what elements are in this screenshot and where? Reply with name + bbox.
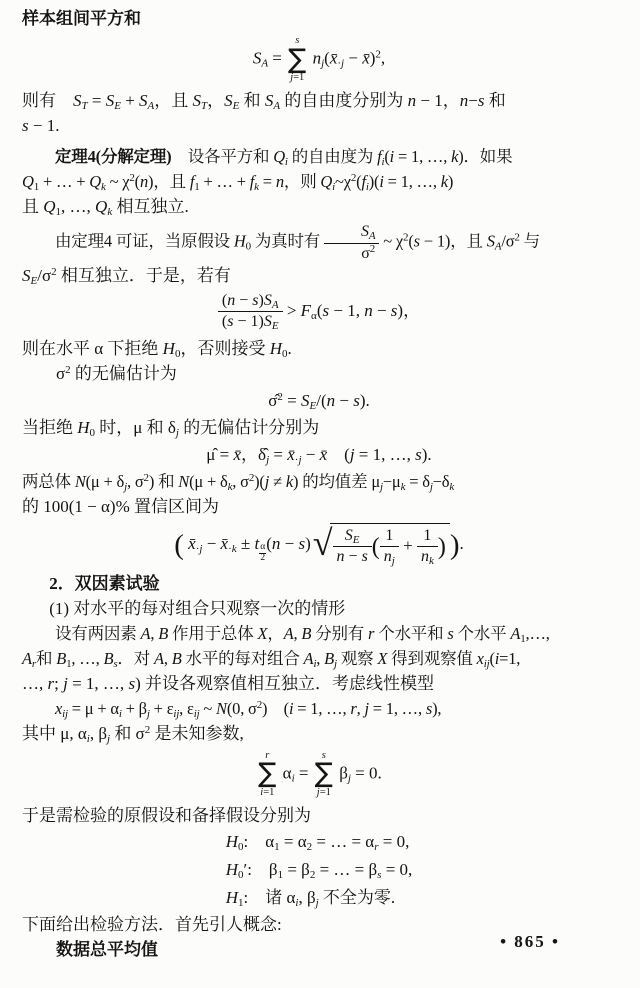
para-two-populations-line1: 两总体 $N(\mu + \delta_j$, $\sigma^2$) 和 $N(\mu + \delta_k$, $\sigma^2)(j \ne k)$ 的均值差 $\mu_j-\mu_k = \delta_j-\delta_k$ (22, 471, 455, 493)
para-hypotheses-intro: 于是需检验的原假设和备择假设分别为 (22, 805, 311, 825)
para-two-populations-line2: 的 100(1 − α)% 置信区间为 (22, 496, 219, 516)
formula-confidence-interval: ( $x̄_{\cdot j}$ − $x̄_{\cdot k} \pm t$ $_{\frac{\alpha}{2}}$ (n − s)√ $\frac{S_E}{n - s}$ ( $\frac{1}{n_j}$ + $\frac{1}{n_k}$ ) ). (174, 523, 464, 568)
para-decomposition-df-line1: 则有 $S_T = S_E + S_A$，且 $S_T$，$S_E$ 和 $S_A$ 的自由度分别为 n − 1，n−s 和 (22, 91, 506, 113)
heading-single-observation-case: (1) 对水平的每对组合只观察一次的情形 (49, 598, 346, 618)
para-setup-line1: 设有两因素 A, B 作用于总体 X，A, B 分别有 r 个水平和 s 个水平 $A_1,\dots$, (55, 623, 550, 645)
para-theorem4-line1: 定理4(分解定理) 设各平方和 $Q_i$ 的自由度为 $f_i(i = 1$, …, k)．如果 (55, 147, 513, 169)
para-unknown-parameters: 其中 μ, $\alpha_i$, $\beta_j$ 和 $\sigma^2$ 是未知参数, (22, 723, 244, 745)
formula-mu-delta-estimates: μ̂ = x̄，$\deltâ_j$ = $x̄_{\cdot j}$ − x̄ (j = 1, …, s). (206, 444, 432, 466)
para-theorem4-line3: 且 $Q_1$, …, $Q_k$ 相互独立. (22, 197, 189, 219)
formula-sa-between-group: $S_A$ = s ∑ j=1 $n_j(x̄_{\cdot j}$ − x̄)$^2$, (252, 35, 386, 84)
formula-h1: $H_1$: 诸 $\alpha_i$, $\beta_j$ 不全为零. (225, 887, 396, 909)
heading-between-group-sum-of-squares: 样本组间平方和 (22, 9, 141, 28)
para-setup-line3: …, r; j = 1, …, s) 并设各观察值相互独立．考虑线性模型 (22, 673, 434, 693)
hypotheses-block (22, 828, 616, 912)
heading-two-factor-experiment: 2．双因素试验 (49, 573, 160, 593)
formula-sigma-hat: σ̂$^2$ = $S_E/(n - s)$. (268, 390, 370, 412)
para-reject-rule: 则在水平 α 下拒绝 $H_0$，否则接受 $H_0$. (22, 338, 292, 360)
formula-sum-constraints: r ∑ i=1 $\alpha_i$ = s ∑ j=1 $\beta_j = 0$. (258, 749, 382, 798)
para-setup-line2: $A_r$和 $B_1$, …, $B_s$．对 A, B 水平的每对组合 $A_i$, $B_j$ 观察 X 得到观察值 $x_{ij}(i=1$, (22, 648, 521, 670)
formula-h0: $H_0$: $\alpha_1 = \alpha_2$ = … = $\alpha_r = 0$, (225, 831, 410, 853)
para-by-theorem4-line2: $S_E/\sigma^2$ 相互独立．于是，若有 (22, 266, 231, 288)
para-sigma-unbiased: $\sigma^2$ 的无偏估计为 (56, 363, 177, 383)
para-theorem4-line2: $Q_1$ + … + $Q_k$ ~ $\chi^2(n)$，且 $f_1$ + … + $f_k = n$，则 $Q_i\sim\chi^2(f_i)(i = 1$, …, k) (22, 172, 454, 194)
para-by-theorem4-line1: 由定理4 可证，当原假设 $H_0$ 为真时有 $\frac{S_A}{\sigma^2}$ ~ $\chi^2(s - 1)$，且 $S_A/\sigma^2$ 与 (55, 223, 540, 262)
para-when-reject: 当拒绝 $H_0$ 时，μ 和 $\delta_j$ 的无偏估计分别为 (22, 417, 320, 439)
formula-h0-prime: $H_0'$: $\beta_1 = \beta_2$ = … = $\beta_s = 0$, (225, 859, 413, 881)
heading-grand-mean: 数据总平均值 (56, 939, 158, 959)
page-number: • 865 • (500, 932, 560, 951)
para-decomposition-df-line2: s − 1. (22, 116, 60, 136)
para-test-method-intro: 下面给出检验方法．首先引人概念: (22, 914, 282, 934)
formula-linear-model: $x_{ij} = \mu + \alpha_i + \beta_j + \varepsilon_{ij}$, $\varepsilon_{ij}$ ~ N(0, $\sigma^2$) (i = 1, …, r, j = 1, …, s), (55, 698, 442, 720)
formula-f-test: $\frac{(n - s)S_A}{(s - 1)S_E}$ > $F_\alpha(s - 1$, n − s)， (22, 292, 616, 332)
